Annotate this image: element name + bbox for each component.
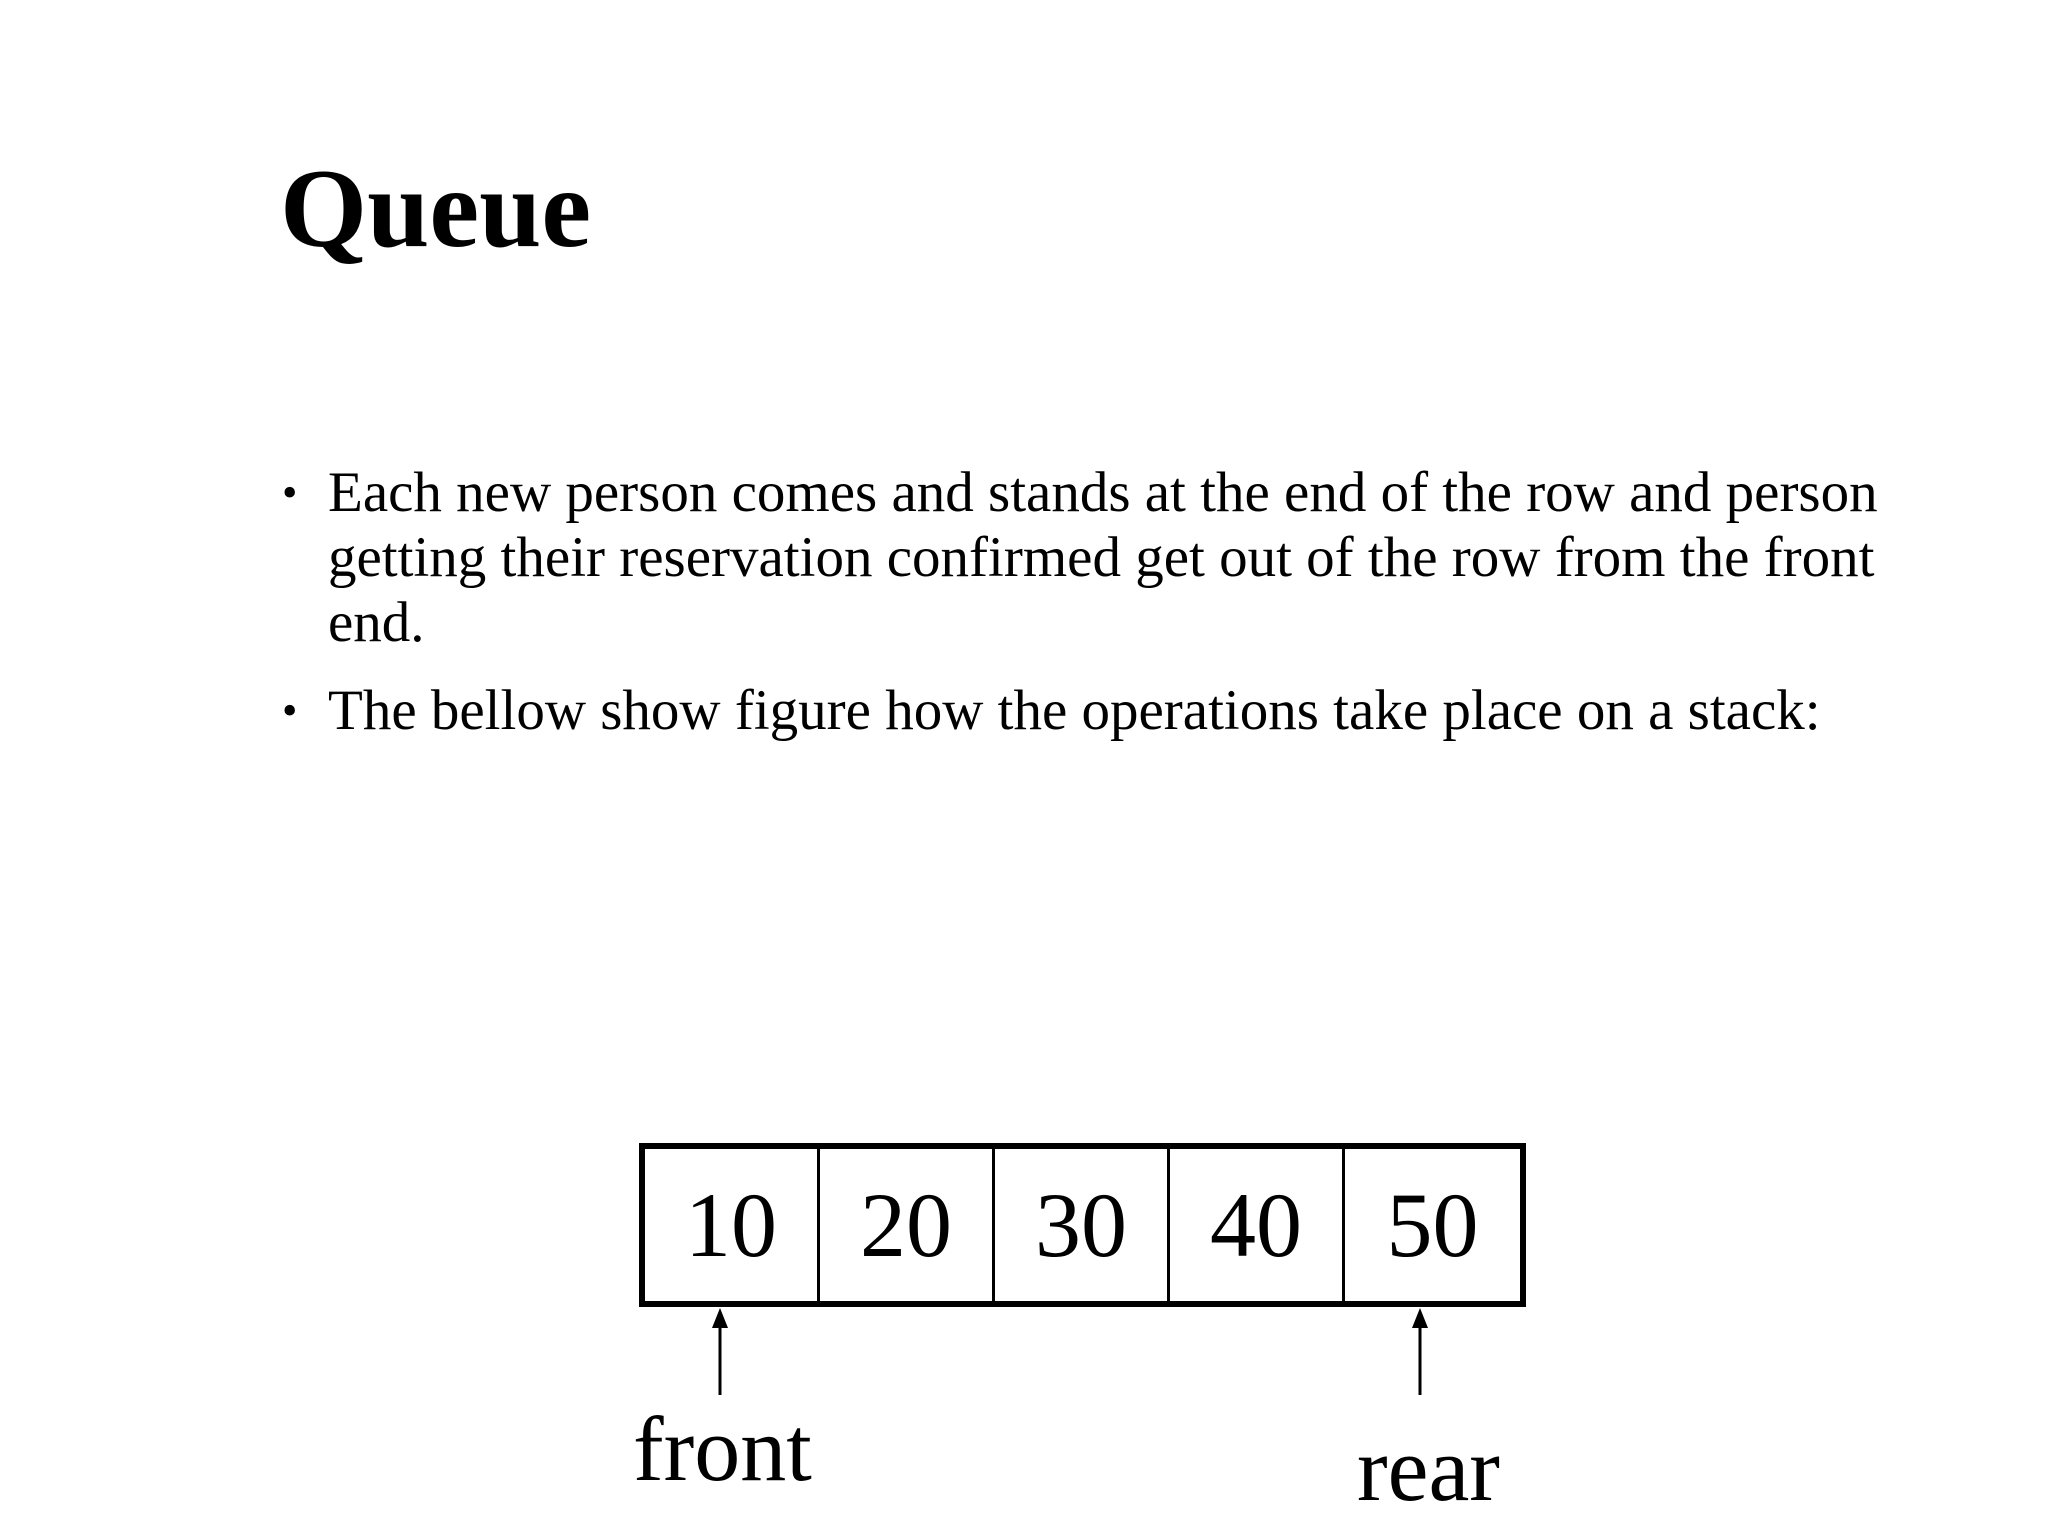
front-label: front	[633, 1398, 812, 1500]
bullet-dot-icon: •	[282, 686, 298, 735]
queue-cell: 40	[1170, 1149, 1345, 1301]
bullet-text: Each new person comes and stands at the end of the row and person getting their reservation confirmed get out of the row from the front end.	[328, 461, 1878, 654]
front-arrow-icon	[712, 1308, 728, 1395]
queue-cell: 50	[1386, 1174, 1479, 1276]
queue-cell: 10	[645, 1149, 820, 1301]
slide-title: Queue	[280, 147, 592, 271]
bullet-list	[282, 460, 1982, 766]
rear-arrow-icon	[1412, 1308, 1428, 1395]
queue-cell: 30	[995, 1149, 1170, 1301]
queue-cell: 20	[820, 1149, 995, 1301]
bullet-dot-icon: •	[282, 468, 298, 517]
bullet-item	[282, 460, 1982, 655]
queue-diagram	[625, 1135, 1525, 1525]
rear-label: rear	[1357, 1418, 1500, 1520]
bullet-text: The bellow show figure how the operations take place on a stack:	[328, 679, 1821, 742]
bullet-item	[282, 678, 1982, 743]
